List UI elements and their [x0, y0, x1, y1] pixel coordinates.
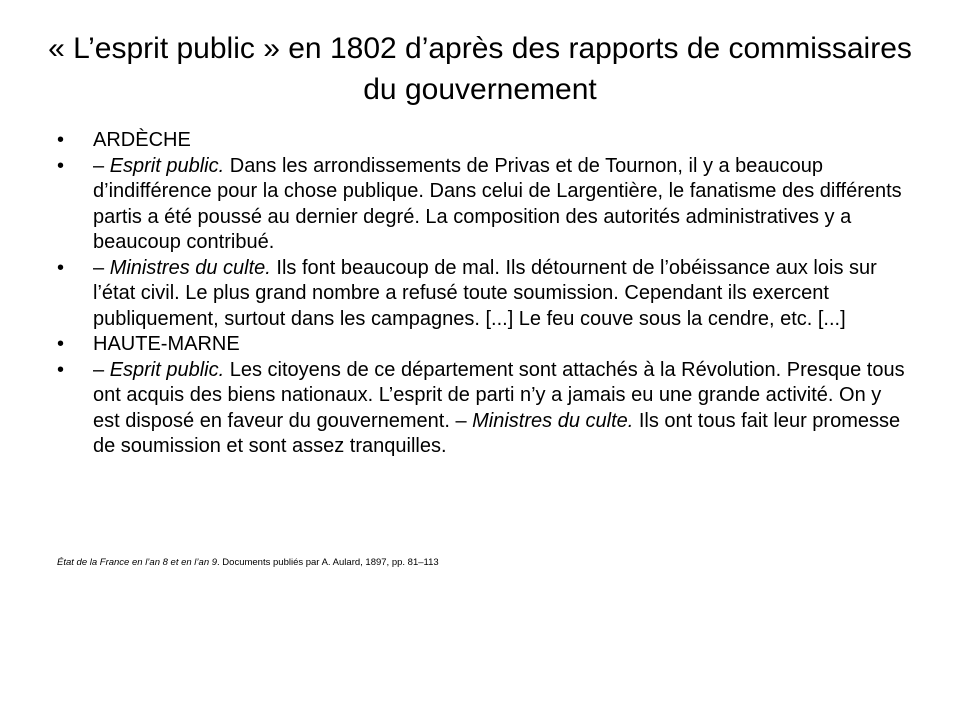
- bullet-icon: •: [57, 256, 65, 279]
- slide-title: « L’esprit public » en 1802 d’après des rapports de commissaires du gouvernement: [48, 32, 912, 106]
- source-citation: [57, 556, 439, 570]
- item-text: Les citoyens de ce département sont attachés à la Révolution. Presque tous ont acquis des biens nationaux. L’esprit de parti n’y a jamais eu une grande activité. On y est disposé en faveur du gouvernement. –: [93, 358, 905, 432]
- item-dash: –: [93, 256, 110, 279]
- item-text: Ils font beaucoup de mal. Ils détournent de l’obéissance aux lois sur l’état civil. Le plus grand nombre a refusé toute soumission. Cependant ils exercent publiquement, surtout dans les campagnes. [...] Le feu couve sous la cendre, etc. [...]: [93, 256, 877, 330]
- source-details: . Documents publiés par A. Aulard, 1897, pp. 81–113: [217, 557, 439, 568]
- item-subheading: Esprit public.: [109, 358, 225, 381]
- section-heading: HAUTE-MARNE: [93, 333, 240, 355]
- list-item-haute-marne-heading: [55, 332, 905, 358]
- item-subheading: Ministres du culte.: [109, 256, 271, 279]
- bullet-icon: •: [57, 333, 65, 355]
- section-heading: ARDÈCHE: [93, 129, 191, 151]
- item-subheading: Esprit public.: [109, 154, 225, 177]
- source-title: État de la France en l’an 8 et en l’an 9: [57, 557, 218, 568]
- item-subheading-2: Ministres du culte.: [472, 409, 634, 432]
- bullet-icon: •: [57, 129, 65, 151]
- item-dash: –: [93, 154, 110, 177]
- list-item-ardeche-esprit-public: [55, 154, 905, 256]
- list-item-ardeche-heading: [55, 128, 905, 154]
- bullet-icon: •: [57, 154, 65, 177]
- list-item-ardeche-ministres: [55, 256, 905, 333]
- bullet-icon: •: [57, 358, 65, 381]
- bullet-list: [55, 128, 905, 460]
- item-dash: –: [93, 358, 110, 381]
- list-item-haute-marne-esprit-public: [55, 358, 905, 460]
- item-text: Dans les arrondissements de Privas et de Tournon, il y a beaucoup d’indifférence pour la chose publique. Dans celui de Largentière, le fanatisme des différents partis a été poussé au dernier degré. La composition des autorités administratives y a beaucoup contribué.: [93, 154, 902, 253]
- slide-body: [55, 128, 905, 460]
- item-text-2: Ils ont tous fait leur promesse de soumission et sont assez tranquilles.: [93, 409, 901, 457]
